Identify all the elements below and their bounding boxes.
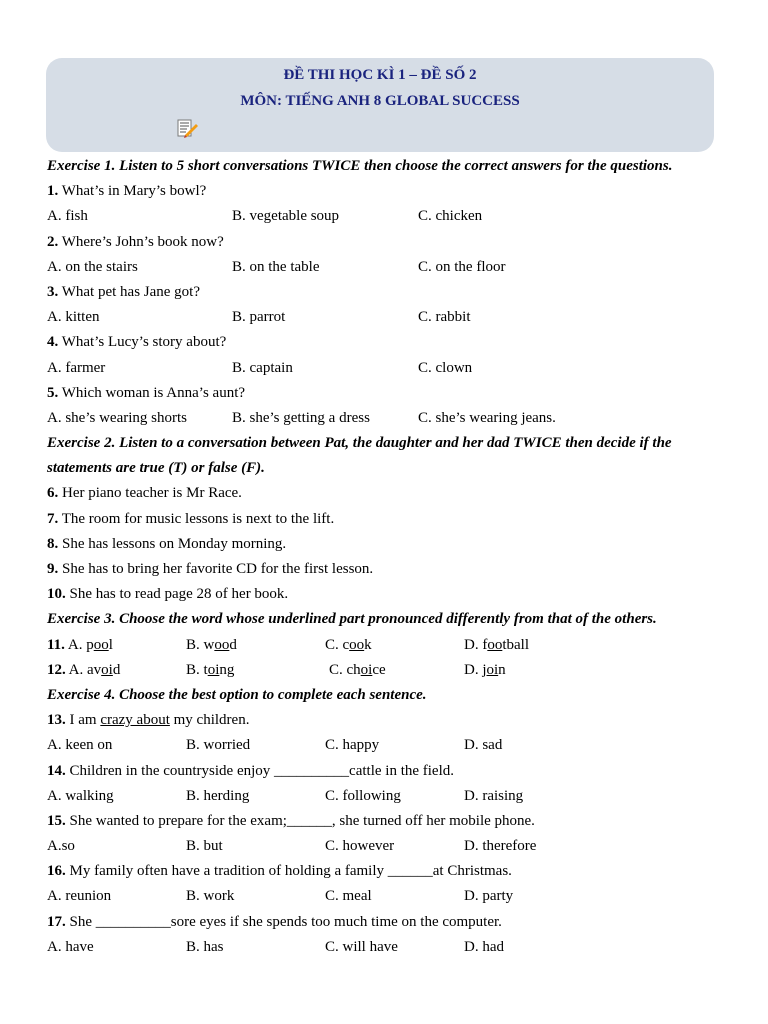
question-10: 10. She has to read page 28 of her book. bbox=[47, 586, 289, 603]
blank-16: ______ bbox=[387, 863, 433, 880]
option-16c: C. meal bbox=[325, 888, 372, 905]
option-11a: 11. A. pool bbox=[47, 636, 113, 653]
option-17a: A. have bbox=[47, 938, 94, 955]
question-7: 7. The room for music lessons is next to the lift. bbox=[47, 510, 335, 527]
option-12d: D. join bbox=[464, 661, 506, 678]
options-4 bbox=[47, 356, 727, 381]
option-15c: C. however bbox=[325, 838, 395, 855]
exam-header bbox=[46, 58, 714, 152]
option-17d: D. had bbox=[464, 938, 504, 955]
option-14b: B. herding bbox=[186, 787, 250, 804]
blank-15: ______ bbox=[286, 812, 332, 829]
option-3a: A. kitten bbox=[47, 309, 100, 326]
option-1a: A. fish bbox=[47, 208, 88, 225]
option-16d: D. party bbox=[464, 888, 514, 905]
option-1c: C. chicken bbox=[418, 208, 483, 225]
question-16: 16. My family often have a tradition of holding a family ______at Christmas. bbox=[47, 863, 512, 880]
option-5a: A. she’s wearing shorts bbox=[47, 409, 187, 426]
option-1b: B. vegetable soup bbox=[232, 208, 340, 225]
options-3 bbox=[47, 305, 727, 330]
options-17 bbox=[47, 935, 727, 960]
exercise-2-title-cont: statements are true (T) or false (F). bbox=[47, 460, 265, 477]
question-12 bbox=[47, 658, 727, 683]
options-13 bbox=[47, 733, 727, 758]
exercise-3-title: Exercise 3. Choose the word whose underlined part pronounced differently from that of the others. bbox=[47, 611, 657, 628]
exercise-1-title: Exercise 1. Listen to 5 short conversations TWICE then choose the correct answers for the questions. bbox=[47, 158, 673, 174]
options-14 bbox=[47, 784, 727, 809]
option-13c: C. happy bbox=[325, 737, 380, 754]
option-5c: C. she’s wearing jeans. bbox=[418, 409, 556, 426]
options-5 bbox=[47, 406, 727, 431]
exam-subtitle: MÔN: TIẾNG ANH 8 GLOBAL SUCCESS bbox=[240, 93, 520, 109]
options-2 bbox=[47, 255, 727, 280]
question-15: 15. She wanted to prepare for the exam;______, she turned off her mobile phone. bbox=[47, 812, 535, 829]
question-13: 13. I am crazy about my children. bbox=[47, 712, 250, 729]
options-16 bbox=[47, 884, 727, 909]
exercise-4-title: Exercise 4. Choose the best option to complete each sentence. bbox=[47, 686, 427, 703]
options-15 bbox=[47, 834, 727, 859]
option-13a: A. keen on bbox=[47, 737, 113, 754]
option-15d: D. therefore bbox=[464, 838, 537, 855]
option-3c: C. rabbit bbox=[418, 309, 471, 326]
blank-14: __________ bbox=[274, 762, 350, 779]
question-8: 8. She has lessons on Monday morning. bbox=[47, 535, 287, 552]
option-16a: A. reunion bbox=[47, 888, 112, 905]
exam-title: ĐỀ THI HỌC KÌ 1 – ĐỀ SỐ 2 bbox=[283, 67, 477, 83]
question-6: 6. Her piano teacher is Mr Race. bbox=[47, 485, 242, 502]
question-3: 3. What pet has Jane got? bbox=[47, 283, 201, 300]
option-14a: A. walking bbox=[47, 787, 114, 804]
option-16b: B. work bbox=[186, 888, 235, 905]
exam-content bbox=[47, 154, 727, 960]
option-2a: A. on the stairs bbox=[47, 258, 138, 275]
option-11c: C. cook bbox=[325, 636, 372, 653]
option-17c: C. will have bbox=[325, 938, 398, 955]
question-4: 4. What’s Lucy’s story about? bbox=[47, 334, 227, 351]
option-5b: B. she’s getting a dress bbox=[232, 409, 370, 426]
option-14c: C. following bbox=[325, 787, 401, 804]
pencil-notepad-icon bbox=[177, 118, 199, 138]
question-17: 17. She __________sore eyes if she spends too much time on the computer. bbox=[47, 913, 502, 930]
option-12c: C. choice bbox=[329, 661, 386, 678]
option-11d: D. football bbox=[464, 636, 529, 653]
option-14d: D. raising bbox=[464, 787, 524, 804]
option-4c: C. clown bbox=[418, 359, 473, 376]
option-13b: B. worried bbox=[186, 737, 251, 754]
option-11b: B. wood bbox=[186, 636, 237, 653]
option-4a: A. farmer bbox=[47, 359, 106, 376]
option-2b: B. on the table bbox=[232, 258, 320, 275]
option-12a: 12. A. avoid bbox=[47, 661, 121, 678]
question-5: 5. Which woman is Anna’s aunt? bbox=[47, 384, 246, 401]
option-4b: B. captain bbox=[232, 359, 293, 376]
option-2c: C. on the floor bbox=[418, 258, 506, 275]
question-9: 9. She has to bring her favorite CD for the first lesson. bbox=[47, 561, 374, 577]
exercise-2-title: Exercise 2. Listen to a conversation between Pat, the daughter and her dad TWICE then decide if the bbox=[47, 435, 672, 452]
question-1: 1. What’s in Mary’s bowl? bbox=[47, 183, 207, 200]
question-11 bbox=[47, 633, 727, 658]
options-1 bbox=[47, 204, 727, 229]
question-2: 2. Where’s John’s book now? bbox=[47, 233, 224, 250]
blank-17: __________ bbox=[95, 913, 171, 930]
option-17b: B. has bbox=[186, 938, 224, 955]
option-15a: A.so bbox=[47, 838, 75, 855]
option-12b: B. toing bbox=[186, 661, 235, 678]
option-13d: D. sad bbox=[464, 737, 503, 754]
option-15b: B. but bbox=[186, 838, 223, 855]
question-14: 14. Children in the countryside enjoy __________cattle in the field. bbox=[47, 762, 455, 779]
option-3b: B. parrot bbox=[232, 309, 286, 326]
